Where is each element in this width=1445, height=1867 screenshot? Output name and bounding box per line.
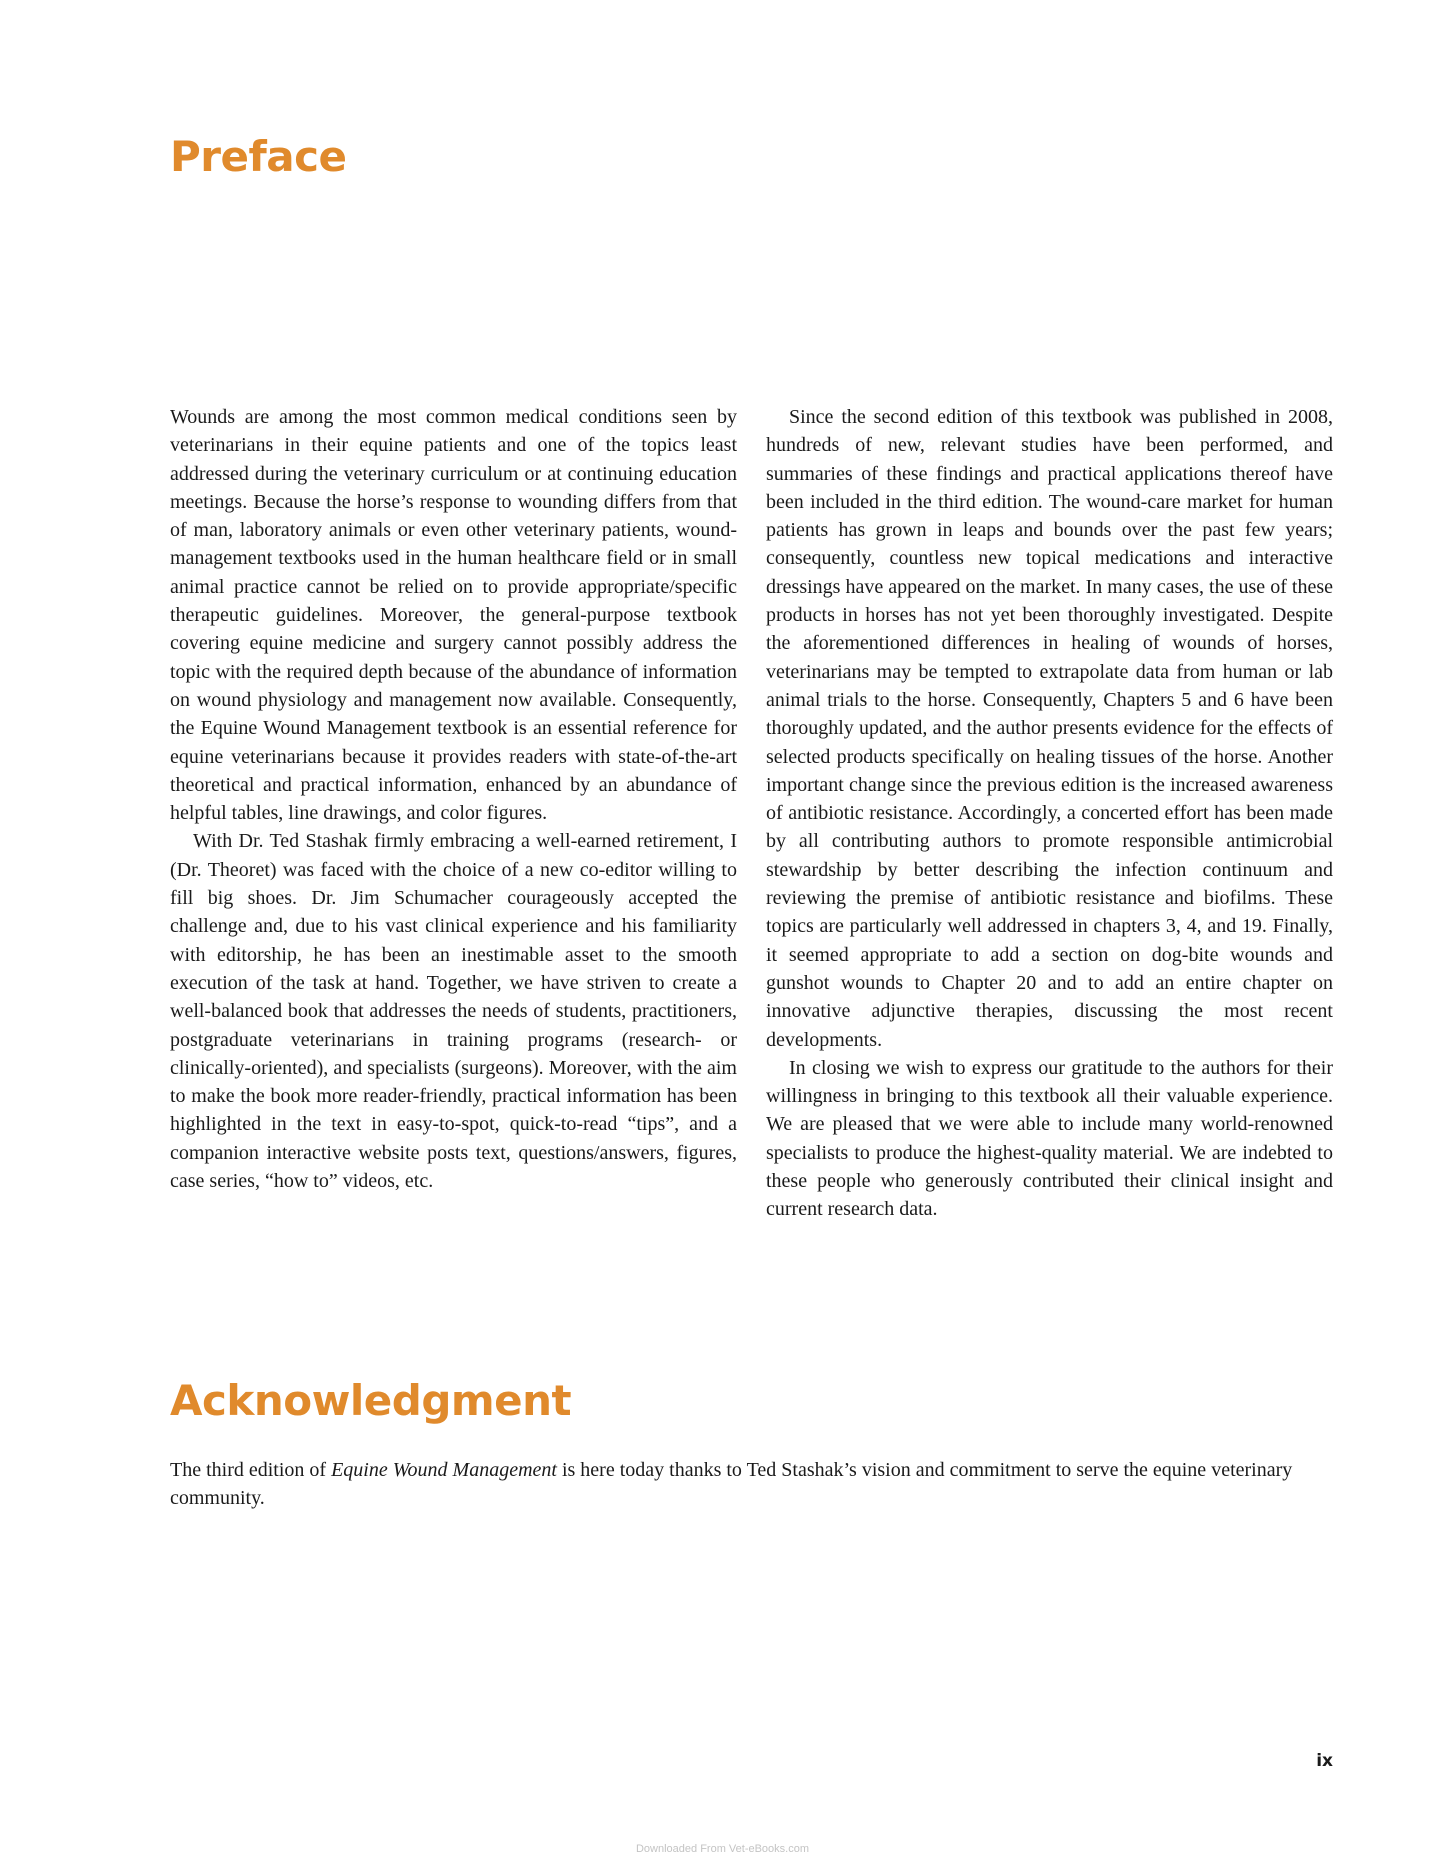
download-watermark: Downloaded From Vet-eBooks.com (635, 1843, 810, 1855)
preface-heading: Preface (170, 132, 347, 181)
preface-right-column (766, 403, 1333, 1224)
page-number: ix (1316, 1751, 1333, 1771)
acknowledgment-heading: Acknowledgment (170, 1376, 572, 1425)
acknowledgment-text-before: The third edition of (170, 1459, 332, 1481)
preface-columns (170, 403, 1333, 1224)
preface-paragraph-4: In closing we wish to express our gratitude to the authors for their willingness in bringing to this textbook all their valuable experience. We are pleased that we were able to include many world-renowned specialists to produce the highest-quality material. We are indebted to these people who generously contributed their clinical insight and current research data. (766, 1056, 1333, 1221)
preface-paragraph-3: Since the second edition of this textbook was published in 2008, hundreds of new, relevant studies have been performed, and summaries of these findings and practical applications thereof have been included in the third edition. The wound-care market for human patients has grown in leaps and bounds over the past few years; consequently, countless new topical medications and interactive dressings have appeared on the market. In many cases, the use of these products in horses has not yet been thoroughly investigated. Despite the aforementioned differences in healing of wounds of horses, veterinarians may be tempted to extrapolate data from human or lab animal trials to the horse. Consequently, Chapters 5 and 6 have been thoroughly updated, and the author presents evidence for the effects of selected products specifically on healing tissues of the horse. Another important change since the previous edition is the increased awareness of antibiotic resistance. Accordingly, a concerted effort has been made by all contributing authors to promote responsible antimicrobial stewardship by better describing the infection continuum and reviewing the premise of antibiotic resistance and biofilms. These topics are particularly well addressed in chapters 3, 4, and 19. Finally, it seemed appropriate to add a section on dog-bite wounds and gunshot wounds to Chapter 20 and to add an entire chapter on innovative adjunctive therapies, discussing the most recent developments. (766, 406, 1333, 1051)
acknowledgment-text-after: is here today thanks to Ted Stashak’s vision and commitment to serve the equine veterinary community. (170, 1459, 1293, 1510)
acknowledgment-book-title: Equine Wound Management (331, 1459, 557, 1481)
preface-left-column (170, 403, 737, 1224)
acknowledgment-paragraph (170, 1456, 1333, 1513)
preface-paragraph-2: With Dr. Ted Stashak firmly embracing a well-earned retirement, I (Dr. Theoret) was faced with the choice of a new co-editor willing to fill big shoes. Dr. Jim Schumacher courageously accepted the challenge and, due to his vast clinical experience and his familiarity with editorship, he has been an inestimable asset to the smooth execution of the task at hand. Together, we have striven to create a well-balanced book that addresses the needs of students, practitioners, postgraduate veterinarians in training programs (research- or clinically-oriented), and specialists (surgeons). Moreover, with the aim to make the book more reader-friendly, practical information has been highlighted in the text in easy-to-spot, quick-to-read “tips”, and a companion interactive website posts text, questions/answers, figures, case series, “how to” videos, etc. (170, 830, 737, 1193)
preface-paragraph-1: Wounds are among the most common medical conditions seen by veterinarians in their equine patients and one of the topics least addressed during the veterinary curriculum or at continuing education meetings. Because the horse’s response to wounding differs from that of man, laboratory animals or even other veterinary patients, wound-management textbooks used in the human healthcare field or in small animal practice cannot be relied on to provide appropriate/specific therapeutic guidelines. Moreover, the general-purpose textbook covering equine medicine and surgery cannot possibly address the topic with the required depth because of the abundance of information on wound physiology and management now available. Consequently, the Equine Wound Management textbook is an essential reference for equine veterinarians because it provides readers with state-of-the-art theoretical and practical information, enhanced by an abundance of helpful tables, line drawings, and color figures. (170, 406, 737, 825)
